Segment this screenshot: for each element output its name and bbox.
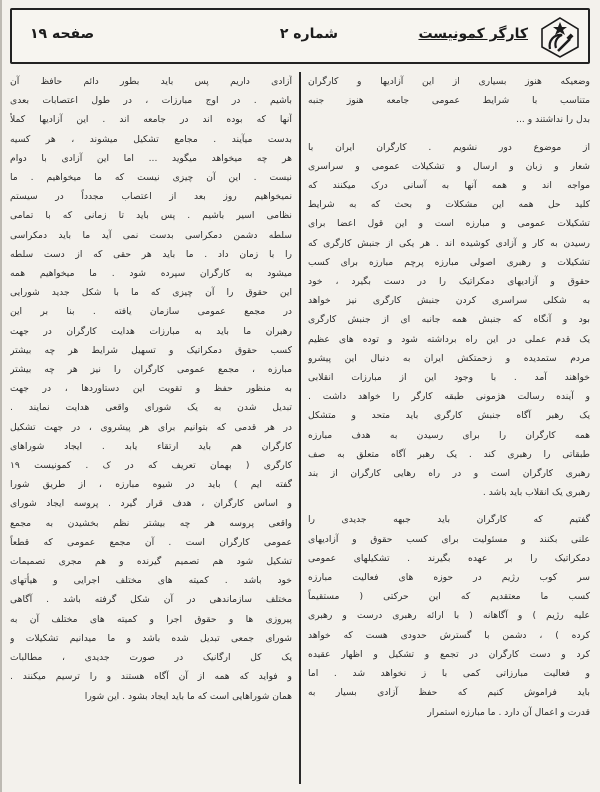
text-line: واقعی پروسه هر چه بیشتر نظم بخشیدن به مجمع (10, 517, 292, 529)
publication-title: کارگر کمونیست (418, 26, 528, 42)
text-line: بدل را نداشتند و ... (516, 114, 590, 126)
text-line: در هر قدمی که بتوانیم برای هر پیشروی ، در جهت تشکیل (10, 421, 292, 433)
text-line: رهبری یک انقلاب باید باشد . (482, 487, 590, 499)
text-line: به شکلی سراسری کردن جنبش کارگری نیز خواهد (308, 295, 590, 307)
text-line: کارگران هم باید ارتقاء یابد . ایجاد شوراهای (10, 440, 292, 452)
text-line: گفته ایم ) باید در شیوه مبارزه ، از طریق شورا (10, 479, 292, 491)
text-line: و فعالیت مبارزاتی کمی با ز نخواهد شد . اما (308, 668, 590, 680)
text-line: خواهند آمد . با وجود این از مبارزات انقلابی (308, 372, 590, 384)
text-line: علنی بکنند و مسئولیت برای کسب حقوق و آزادیهای (308, 533, 590, 545)
text-line: در مجمع عمومی سازمان یافته . بنا بر این (10, 306, 292, 318)
page-number: صفحه ۱۹ (30, 26, 95, 42)
text-line: آنها که بوده اند در جامعه اند . این آزادیها کملاً (10, 114, 292, 126)
text-line: میشود به کارگران سپرده شود . ما میخواهیم همه (10, 268, 292, 280)
text-line: مواجه اند و همه آنها به آسانی درک میکنند که (308, 180, 590, 192)
text-line: این حقوق را آن چیزی که ما با شکل جدید شورایی (10, 287, 292, 299)
text-line: باشیم . در اوج مبارزات ، در طول اعتصابات بعدی (10, 95, 292, 107)
text-line: تشکیلات عمومی و مبارزه است و این قول اعضا برای (308, 218, 590, 230)
text-line: همان شوراهایی است که ما باید ایجاد بشود . این شورا (84, 690, 292, 702)
text-line: رسیدن به کار و آزادی کوشیده اند . هر یکی از جنبش کارگری که (308, 237, 590, 249)
text-line: آزادی داریم پس باید بطور دائم حافظ آن (10, 76, 292, 87)
text-line: رهبران ما باید به مبارزات هدایت کارگران در جهت (10, 325, 292, 337)
text-line: باید فراموش کنیم که حفظ آزادی بسیار به (308, 687, 590, 699)
text-line: تبدیل شدن به یک شورای واقعی هدایت نمایند . (10, 402, 292, 414)
paragraph (10, 72, 292, 706)
text-line: علیه رژیم ) و آگاهانه ( با ارائه رهبری درست و رهبری (308, 610, 590, 622)
text-line: کسب ما معتقدیم که این حرکتی ( مستقیماً (308, 591, 590, 603)
text-line: به منظور حفظ و تقویت این دستاوردها ، در جهت (10, 383, 292, 395)
text-line: و فواید که همه از آن آگاه هستند و را ترسیم میکنند . (10, 671, 292, 683)
issue-number: شماره ۲ (279, 26, 338, 42)
text-line: یک قدم عملی در این راه برداشته شود و توده های عظیم (308, 333, 590, 345)
text-line: یک کل ارگانیک در صورت جدیدی ، مطالبات (10, 652, 292, 664)
right-column (308, 72, 590, 784)
text-line: و آینده رسالت هژمونی طبقه کارگر را خواهد داشت . (308, 391, 590, 403)
text-line: پیروزی ها و حقوق اجرا و کمیته های مختلف آن به (10, 613, 292, 625)
text-line: تشکیل شود هم تصمیم گیرنده و هم مجری تصمیمات (10, 556, 292, 568)
text-line: تشکیلات و رهبری اصولی مبارزه پرچم مبارزه برای کسب (308, 256, 590, 268)
text-line: کلید حل همه این مشکلات و بحث که به شرایط (308, 199, 590, 211)
text-line: عمومی کارگران است . آن مجمع عمومی که قطعاً (10, 536, 292, 548)
text-line: و اساس کارگران ، هدف قرار گیرد . پروسه ایجاد شورای (10, 498, 292, 510)
column-divider (299, 72, 301, 784)
text-line: هر چه میخواهد میگوید ... اما این آزادی با دوام (10, 152, 292, 164)
text-line: شورای جمعی تبدیل شده باشد و ما میدانیم تشکیلات و (10, 632, 292, 644)
text-line: کسب حقوق دمکراتیک و تسهیل شرایط هر چه بیشتر (10, 344, 292, 356)
page-header (10, 8, 590, 64)
text-line: شعار و زبان و ارسال و تشکیلات عمومی و سراسری (308, 160, 590, 172)
text-line: وضعیکه هنوز بسیاری از این آزادیها و کارگران (308, 76, 590, 87)
text-line: بود و آنگاه که جنبش همه جانبه ای از جنبش کارگری (308, 314, 590, 326)
text-line: مردم ستمدیده و زحمتکش ایران به دنبال این پیشرو (308, 352, 590, 364)
text-line: حقوق و آزادیهای دمکراتیک را در دست بگیرد ، خود (308, 276, 590, 288)
text-line: سلطه دشمن دمکراسی بدست نمی آید ما باید دمکراسی (10, 229, 292, 241)
text-line: کارگری ( بهمان تعریف که در ک . کمونیست ۱۹ (10, 460, 292, 472)
article-body (10, 72, 590, 784)
text-line: گفتیم که کارگران باید جبهه جدیدی را (308, 514, 590, 526)
hammer-sickle-star-icon (538, 15, 582, 59)
paragraph (308, 72, 590, 130)
text-line: را با زمان داد . ما باید هر حقی که از دست سلطه (10, 248, 292, 260)
left-column (10, 72, 292, 784)
text-line: متناسب با شرایط عمومی جامعه هنوز جنبه (308, 95, 590, 107)
text-line: کرده ) ، دشمن با گسترش حدودی هست که خواهد (308, 629, 590, 641)
text-line: خود باشد . کمیته های مختلف اجرایی و هیأتهای (10, 575, 292, 587)
text-line: قدرت و اعمال آن دارد . ما مبارزه استمرار (427, 706, 590, 718)
text-line: یک رهبر آگاه جنبش کارگری باید متحد و متشکل (308, 410, 590, 422)
text-line: بدست میآیند . مجامع تشکیل میشوند ، هر کسیه (10, 133, 292, 145)
text-line: مختلف سازماندهی در آن شکل گرفته باشد . آگاهی (10, 594, 292, 606)
text-line: نظامی اسیر باشیم . پس باید تا زمانی که با تمامی (10, 210, 292, 222)
text-line: مبارزه ، مجمع عمومی کارگران را نیز هر چه بیشتر (10, 364, 292, 376)
text-line: رهبری کارگران است و در راه رهایی کارگران از بند (308, 468, 590, 480)
text-line: نیست . این آن چیزی نیست که ما میخواهیم . ما (10, 172, 292, 184)
paragraph (308, 138, 590, 503)
text-line: سر کوب رژیم در حوزه های فعالیت مبارزه (308, 572, 590, 584)
text-line: از موضوع دور نشویم . کارگران ایران با (308, 141, 590, 153)
text-line: نمیخواهیم روز بعد از اعتصاب مجدداً در سیستم (10, 191, 292, 203)
text-line: طبقاتی را رهبری کند . یک رهبر آگاه متعلق به صف (308, 448, 590, 460)
text-line: کرد و دست کارگران در تجمع و تشکیل و اظهار عقیده (308, 648, 590, 660)
text-line: دمکراتیک را بر عهده بگیرند . تشکیلهای عمومی (308, 552, 590, 564)
paragraph (308, 510, 590, 721)
text-line: همه کارگران را برای رسیدن به هدف مبارزه (308, 429, 590, 441)
